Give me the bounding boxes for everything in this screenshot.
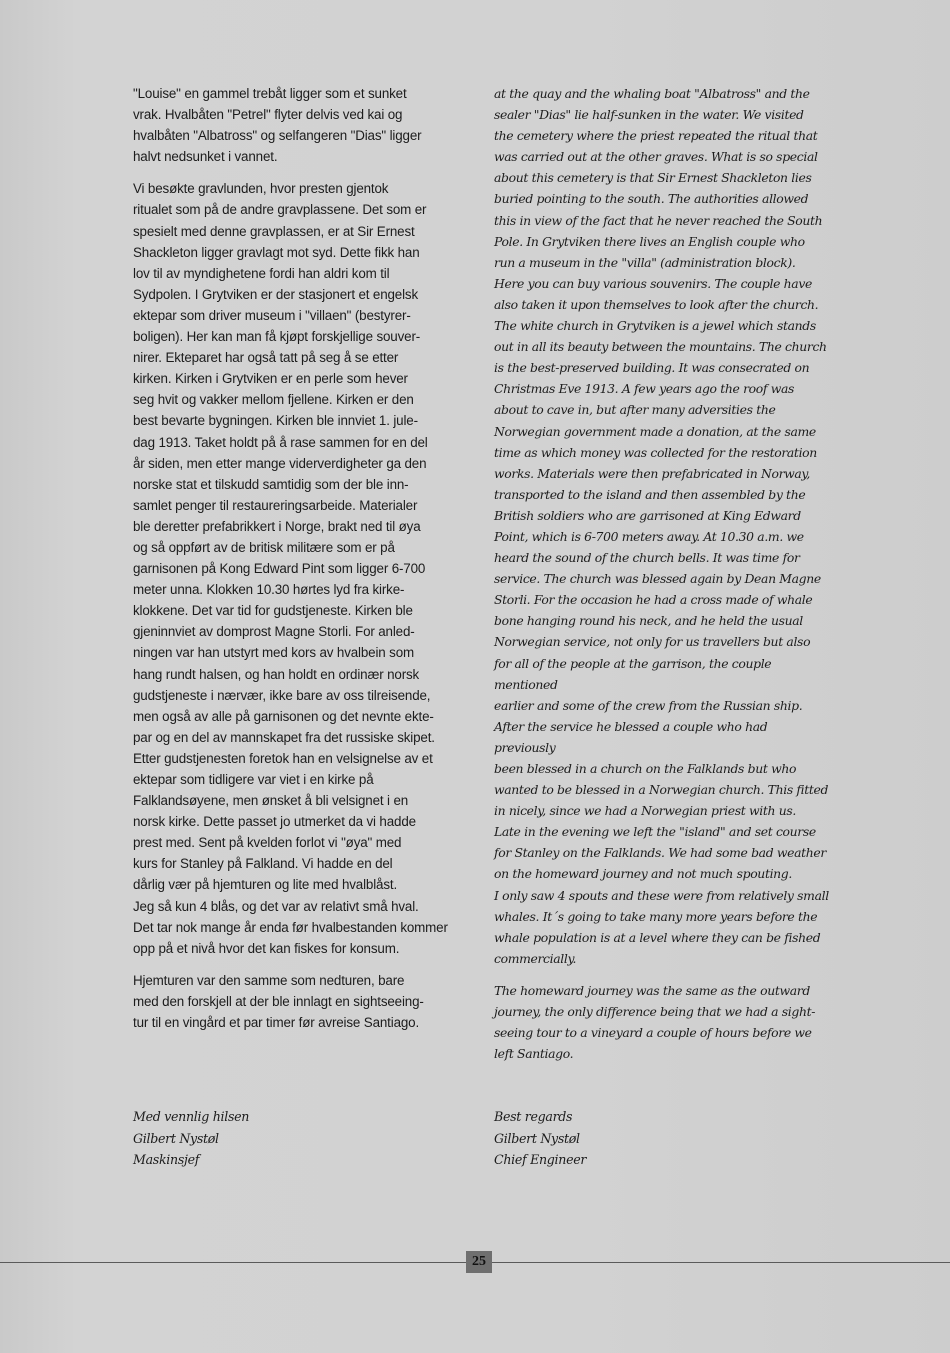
english-author-name: Gilbert Nystøl (494, 1130, 580, 1146)
norwegian-greeting: Med vennlig hilsen (133, 1109, 250, 1124)
norwegian-signoff (133, 1106, 249, 1171)
norwegian-paragraph-2: Vi besøkte gravlunden, hvor presten gjentok ritualet som på de andre gravplassene. Det som er spesielt med denne gravplassen, er at Sir Ernest Shackleton ligger gravlagt mot syd. Dette fikk han lov til av myndighetene fordi han aldri kom til Sydpolen. I Grytviken er der stasjonert et engelsk ektepar som driver museum i "villaen" (bestyrer- boligen). Her kan man få kjøpt forskjellige souver- nirer. Ekteparet har også tatt på seg å se etter kirken. Kirken i Grytviken er en perle som hever seg hvit og vakker mellom fjellene. Kirken er den best bevarte bygningen. Kirken ble innviet 1. jule- dag 1913. Taket holdt på å rase sammen for en del år siden, men etter mange viderverdigheter ga den norske stat et tilskudd samtidig som der ble inn- samlet penger til restaureringsarbeide. Materialer ble deretter prefabrikkert i Norge, brakt ned til øya og så oppført av de britisk militære som er på garnisonen på Kong Edward Pint som ligger 6-700 meter unna. Klokken 10.30 hørtes lyd fra kirke- klokkene. Det var tid for gudstjeneste. Kirken ble gjeninnviet av domprost Magne Storli. For anled- ningen var han utstyrt med kors av hvalbein som hang rundt halsen, og han holdt en ordinær norsk gudstjeneste i nærvær, ikke bare av oss tilreisende, men også av alle på garnisonen og det nevnte ekte- par og en del av mannskapet fra det russiske skipet. Etter gudstjenesten foretok han en velsignelse av et ektepar som tidligere var viet i en kirke på Falklandsøyene, men ønsket å bli velsignet i en norsk kirke. Dette passet jo utmerket da vi hadde prest med. Sent på kvelden forlot vi "øya" med kurs for Stanley på Falkland. Vi hadde en del dårlig vær på hjemturen og lite med hvalblåst. Jeg så kun 4 blås, og det var av relativt små hval. Det tar nok mange år enda før hvalbestanden kommer opp på et nivå hvor det kan fiskes for konsum. (133, 181, 448, 956)
norwegian-paragraph-1: "Louise" en gammel trebåt ligger som et sunket vrak. Hvalbåten "Petrel" flyter delvis ved kai og hvalbåten "Albatross" og selfangeren "Dias" ligger halvt nedsunket i vannet. (133, 86, 422, 165)
norwegian-text-column (133, 83, 467, 1044)
english-paragraph-1: at the quay and the whaling boat "Albatross" and the sealer "Dias" lie half-sunken in the water. We visited the cemetery where the priest repeated the ritual that was carried out at the other graves. What is so special about this cemetery is that Sir Ernest Shackleton lies buried pointing to the south. The authorities allowed this in view of the fact that he never reached the South Pole. In Grytviken there lives an English couple who run a museum in the "villa" (administration block). Here you can buy various souvenirs. The couple have also taken it upon themselves to look after the church. The white church in Grytviken is a jewel which stands out in all its beauty between the mountains. The church is the best-preserved building. It was consecrated on Christmas Eve 1913. A few years ago the roof was about to cave in, but after many adversities the Norwegian government made a donation, at the same time as which money was collected for the restoration works. Materials were then prefabricated in Norway, transported to the island and then assembled by the British soldiers who are garrisoned at King Edward Point, which is 6-700 meters away. At 10.30 a.m. we heard the sound of the church bells. It was time for service. The church was blessed again by Dean Magne Storli. For the occasion he had a cross made of whale bone hanging round his neck, and he held the usual Norwegian service, not only for us travellers but also for all of the people at the garrison, the couple mentioned earlier and some of the crew from the Russian ship. After the service he blessed a couple who had previously been blessed in a church on the Falklands but who wanted to be blessed in a Norwegian church. This fitted in nicely, since we had a Norwegian priest with us. Late in the evening we left the "island" and set course for Stanley on the Falklands. We had some bad weather on the homeward journey and not much spouting. I only saw 4 spouts and these were from relatively small whales. It´s going to take many more years before the whale population is at a level where they can be fished commercially. (494, 86, 829, 966)
english-text-column (494, 83, 830, 1075)
english-signoff (494, 1106, 586, 1171)
english-greeting: Best regards (494, 1109, 573, 1124)
norwegian-author-title: Maskinsjef (133, 1152, 200, 1167)
page-number: 25 (466, 1251, 492, 1273)
english-paragraph-2: The homeward journey was the same as the outward journey, the only difference being that we had a sight- seeing tour to a vineyard a couple of hours before we left Santiago. (494, 982, 816, 1062)
english-author-title: Chief Engineer (494, 1152, 587, 1167)
norwegian-paragraph-3: Hjemturen var den samme som nedturen, bare med den forskjell at der ble innlagt en sightseeing- tur til en vingård et par timer før avreise Santiago. (133, 972, 424, 1031)
norwegian-author-name: Gilbert Nystøl (133, 1130, 219, 1146)
